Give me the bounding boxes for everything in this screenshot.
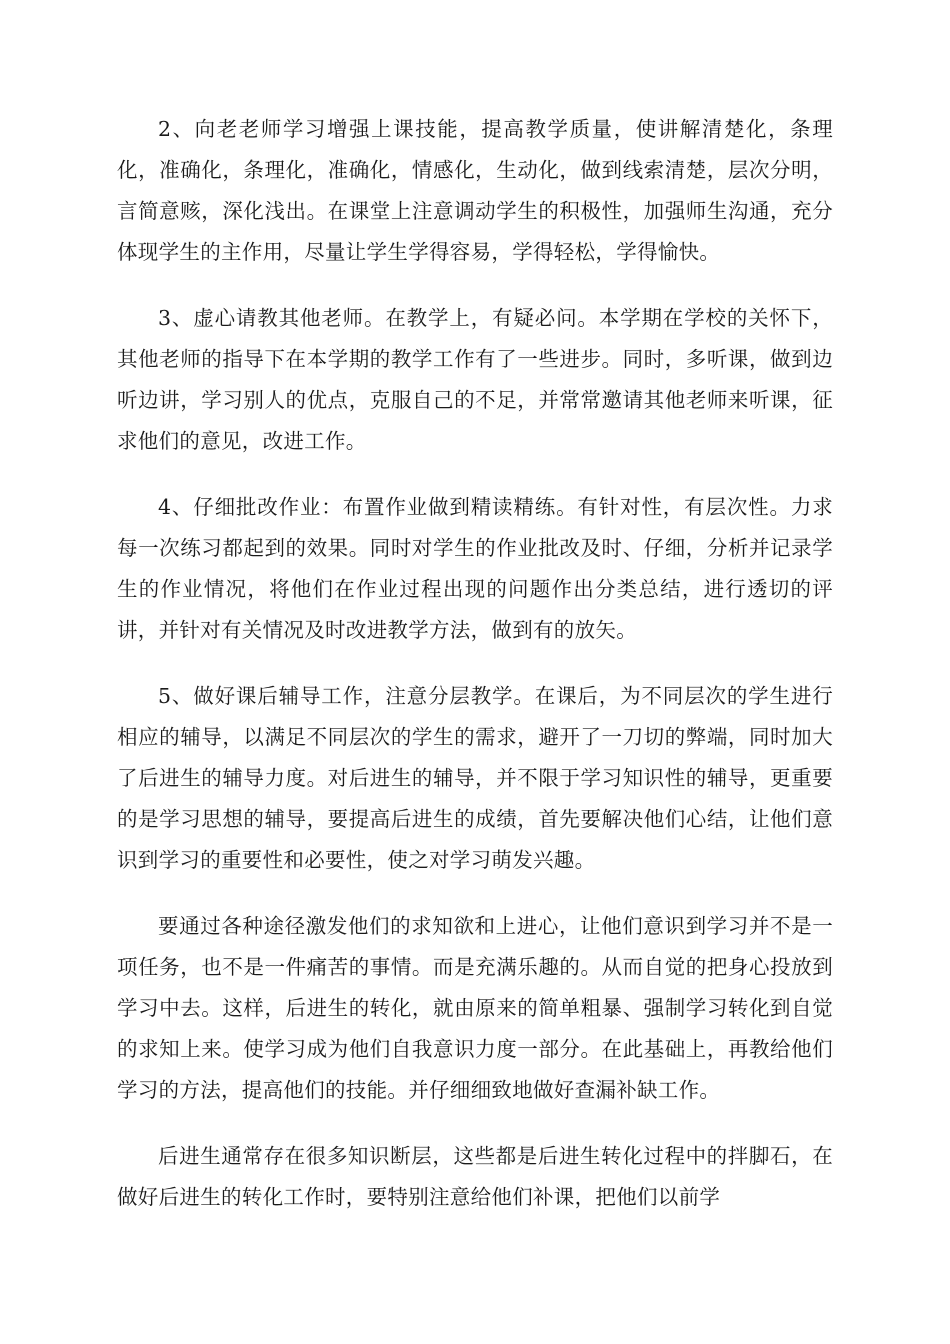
paragraph-1: 2、向老老师学习增强上课技能，提高教学质量，使讲解清楚化，条理化，准确化，条理化，准确化，情感化，生动化，做到线索清楚，层次分明，言简意赅，深化浅出。在课堂上注意调动学生的积极性，加强师生沟通，充分体现学生的主作用，尽量让学生学得容易，学得轻松，学得愉快。: [117, 117, 833, 264]
paragraph-6: 后进生通常存在很多知识断层，这些都是后进生转化过程中的拌脚石，在做好后进生的转化工作时，要特别注意给他们补课，把他们以前学: [117, 1144, 833, 1209]
paragraph-2: 3、虚心请教其他老师。在教学上，有疑必问。本学期在学校的关怀下，其他老师的指导下在本学期的教学工作有了一些进步。同时，多听课，做到边听边讲，学习别人的优点，克服自己的不足，并常常邀请其他老师来听课，征求他们的意见，改进工作。: [117, 306, 833, 453]
paragraph-5: 要通过各种途径激发他们的求知欲和上进心，让他们意识到学习并不是一项任务，也不是一件痛苦的事情。而是充满乐趣的。从而自觉的把身心投放到学习中去。这样，后进生的转化，就由原来的简单粗暴、强制学习转化到自觉的求知上来。使学习成为他们自我意识力度一部分。在此基础上，再教给他们学习的方法，提高他们的技能。并仔细细致地做好查漏补缺工作。: [117, 914, 833, 1102]
document-body: [117, 109, 833, 1243]
paragraph-4: 5、做好课后辅导工作，注意分层教学。在课后，为不同层次的学生进行相应的辅导，以满足不同层次的学生的需求，避开了一刀切的弊端，同时加大了后进生的辅导力度。对后进生的辅导，并不限于学习知识性的辅导，更重要的是学习思想的辅导，要提高后进生的成绩，首先要解决他们心结，让他们意识到学习的重要性和必要性，使之对学习萌发兴趣。: [117, 684, 833, 872]
paragraph-3: 4、仔细批改作业：布置作业做到精读精练。有针对性，有层次性。力求每一次练习都起到的效果。同时对学生的作业批改及时、仔细，分析并记录学生的作业情况，将他们在作业过程出现的问题作出分类总结，进行透切的评讲，并针对有关情况及时改进教学方法，做到有的放矢。: [117, 495, 833, 642]
